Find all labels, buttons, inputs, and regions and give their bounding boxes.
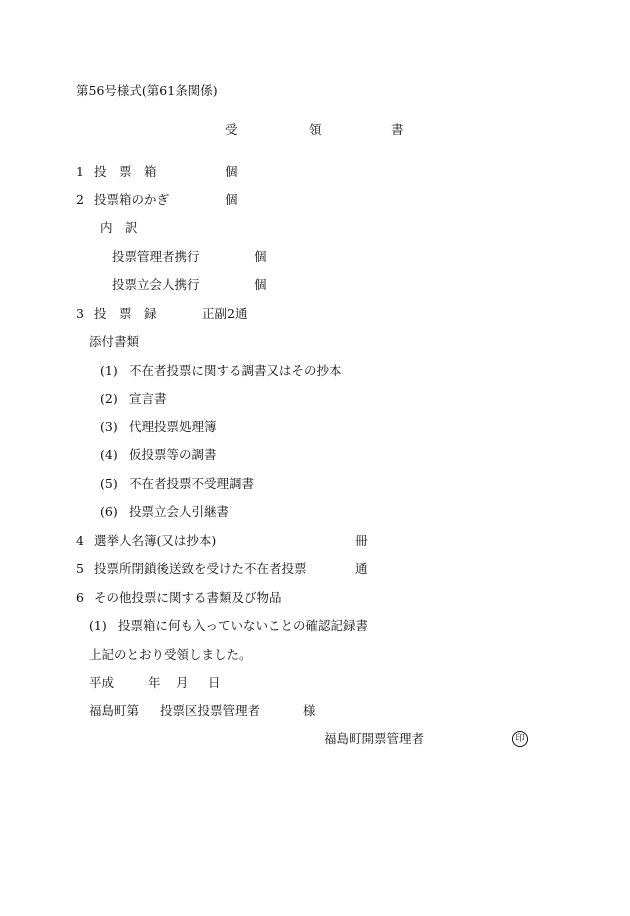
form-label: 第56号様式(第61条関係) [76,83,218,98]
attachment-text: 代理投票処理簿 [129,419,217,434]
date-day: 日 [208,675,221,690]
addressee-town: 福島町第 [89,703,140,718]
item-number: 2 [76,192,84,207]
receipt-statement: 上記のとおり受領しました。 [89,647,252,662]
title-char-3: 書 [391,122,404,137]
breakdown-label: 投票管理者携行 [112,249,200,264]
item-unit: 通 [355,561,368,576]
attachment-number: (1) [100,363,118,378]
attachment-number: (6) [100,504,118,519]
sub-item-text: 投票箱に何も入っていないことの確認記録書 [118,618,369,633]
attachment-text: 仮投票等の調書 [129,447,217,462]
signer-title: 福島町開票管理者 [324,731,425,746]
item-unit: 正副2通 [202,306,248,321]
attachment-number: (2) [100,391,118,406]
item-label: 選挙人名簿(又は抄本) [94,533,217,548]
date-year: 年 [148,675,161,690]
title-char-2: 領 [309,122,322,137]
attachment-number: (4) [100,447,118,462]
sub-item-number: (1) [89,618,107,633]
breakdown-heading: 内 訳 [100,220,138,235]
breakdown-unit: 個 [254,249,267,264]
item-label: 投票所閉鎖後送致を受けた不在者投票 [94,561,307,576]
attachment-number: (5) [100,476,118,491]
seal-mark: 印 [512,731,528,747]
item-label: 投票箱のかぎ [94,192,170,207]
addressee-honorific: 様 [303,703,316,718]
item-label: 投 票 録 [94,306,157,321]
attachment-text: 不在者投票に関する調書又はその抄本 [129,363,342,378]
item-number: 5 [76,561,84,576]
item-number: 1 [76,164,84,179]
breakdown-unit: 個 [254,277,267,292]
attachment-text: 投票立会人引継書 [129,504,230,519]
item-number: 3 [76,306,84,321]
item-label: その他投票に関する書類及び物品 [94,590,282,605]
date-month: 月 [176,675,189,690]
attachments-heading: 添付書類 [89,334,140,349]
title-char-1: 受 [225,122,238,137]
attachment-number: (3) [100,419,118,434]
item-number: 6 [76,590,84,605]
attachment-text: 不在者投票不受理調書 [129,476,255,491]
item-unit: 個 [225,192,238,207]
item-number: 4 [76,533,84,548]
addressee-office: 投票区投票管理者 [160,703,261,718]
breakdown-label: 投票立会人携行 [112,277,200,292]
item-label: 投 票 箱 [94,164,157,179]
date-era: 平成 [89,675,115,690]
attachment-text: 宣言書 [129,391,167,406]
item-unit: 個 [225,164,238,179]
item-unit: 冊 [355,533,368,548]
